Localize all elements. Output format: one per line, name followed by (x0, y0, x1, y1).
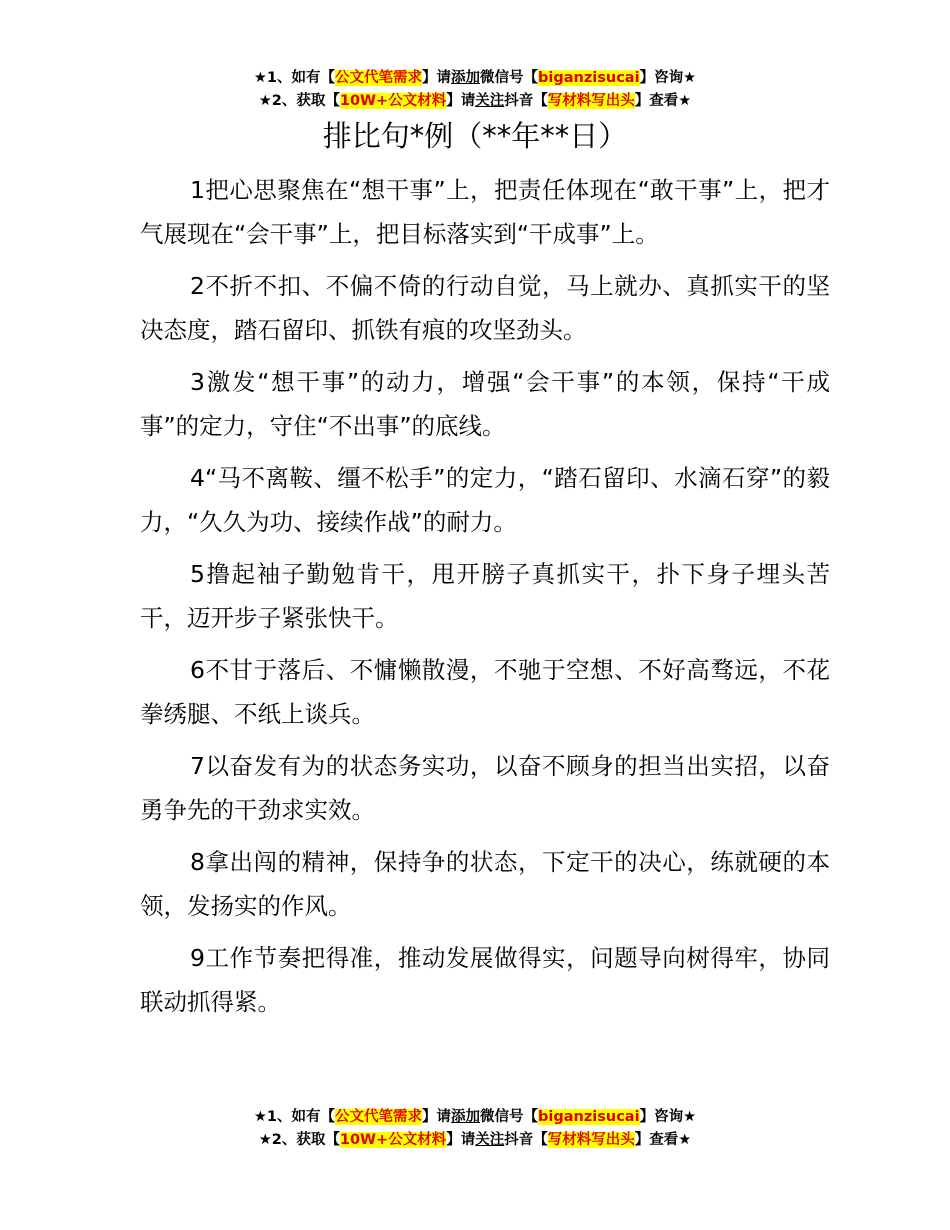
banner-text: 微信号【 (480, 1109, 539, 1125)
banner-text: ★2、获取【 (258, 1132, 340, 1148)
highlight-materials: 10W+公文材料 (339, 1132, 447, 1148)
paragraph-9: 9工作节奏把得准，推动发展做得实，问题导向树得牢，协同联动抓得紧。 (140, 944, 830, 1016)
paragraph-4: 4“马不离鞍、缰不松手”的定力，“踏石留印、水滴石穿”的毅力，“久久为功、接续作战”的耐力。 (140, 464, 830, 536)
paragraph-6: 6不甘于落后、不慵懒散漫，不驰于空想、不好高骛远，不花拳绣腿、不纸上谈兵。 (140, 656, 830, 728)
banner-text: 】请 (446, 93, 476, 109)
paragraph-8: 8拿出闯的精神，保持争的状态，下定干的决心，练就硬的本领，发扬实的作风。 (140, 848, 830, 920)
banner-text: ★1、如有【 (253, 70, 336, 86)
paragraph-5: 5撸起袖子勤勉肯干，甩开膀子真抓实干，扑下身子埋头苦干，迈开步子紧张快干。 (140, 560, 830, 632)
highlight-douyin-id: 写材料写出头 (547, 1132, 635, 1148)
banner-line-2 (0, 90, 950, 113)
banner-text: 抖音【 (504, 93, 548, 109)
paragraph-2: 2不折不扣、不偏不倚的行动自觉，马上就办、真抓实干的坚决态度，踏石留印、抓铁有痕的攻坚劲头。 (140, 272, 830, 344)
footer-banner (0, 1106, 950, 1152)
banner-text: 】请 (422, 1109, 452, 1125)
highlight-wechat-id: biganzisucai (538, 70, 640, 86)
highlight-wechat-id: biganzisucai (538, 1109, 640, 1125)
highlight-materials: 10W+公文材料 (339, 93, 447, 109)
banner-text: 】查看★ (634, 93, 692, 109)
paragraph-1: 1把心思聚焦在“想干事”上，把责任体现在“敢干事”上，把才气展现在“会干事”上，把目标落实到“干成事”上。 (140, 176, 830, 248)
banner-text: 】请 (446, 1132, 476, 1148)
banner-text: 】咨询★ (639, 70, 697, 86)
banner-emphasis: 关注 (475, 1132, 505, 1148)
highlight-douyin-id: 写材料写出头 (547, 93, 635, 109)
banner-text: 微信号【 (480, 70, 539, 86)
banner-text: 】咨询★ (639, 1109, 697, 1125)
banner-text: 】请 (422, 70, 452, 86)
banner-text: 抖音【 (504, 1132, 548, 1148)
banner-emphasis: 关注 (475, 93, 505, 109)
banner-text: ★2、获取【 (258, 93, 340, 109)
highlight-service: 公文代笔需求 (335, 70, 423, 86)
paragraph-7: 7以奋发有为的状态务实功，以奋不顾身的担当出实招，以奋勇争先的干劲求实效。 (140, 752, 830, 824)
header-banner (0, 67, 950, 113)
banner-line-1 (0, 1106, 950, 1129)
banner-line-2 (0, 1129, 950, 1152)
banner-emphasis: 添加 (451, 70, 481, 86)
banner-line-1 (0, 67, 950, 90)
paragraph-3: 3激发“想干事”的动力，增强“会干事”的本领，保持“干成事”的定力，守住“不出事”的底线。 (140, 368, 830, 440)
highlight-service: 公文代笔需求 (335, 1109, 423, 1125)
banner-text: 】查看★ (634, 1132, 692, 1148)
page-title: 排比句*例（**年**日） (322, 119, 628, 153)
banner-emphasis: 添加 (451, 1109, 481, 1125)
banner-text: ★1、如有【 (253, 1109, 336, 1125)
document-body (140, 168, 830, 1032)
